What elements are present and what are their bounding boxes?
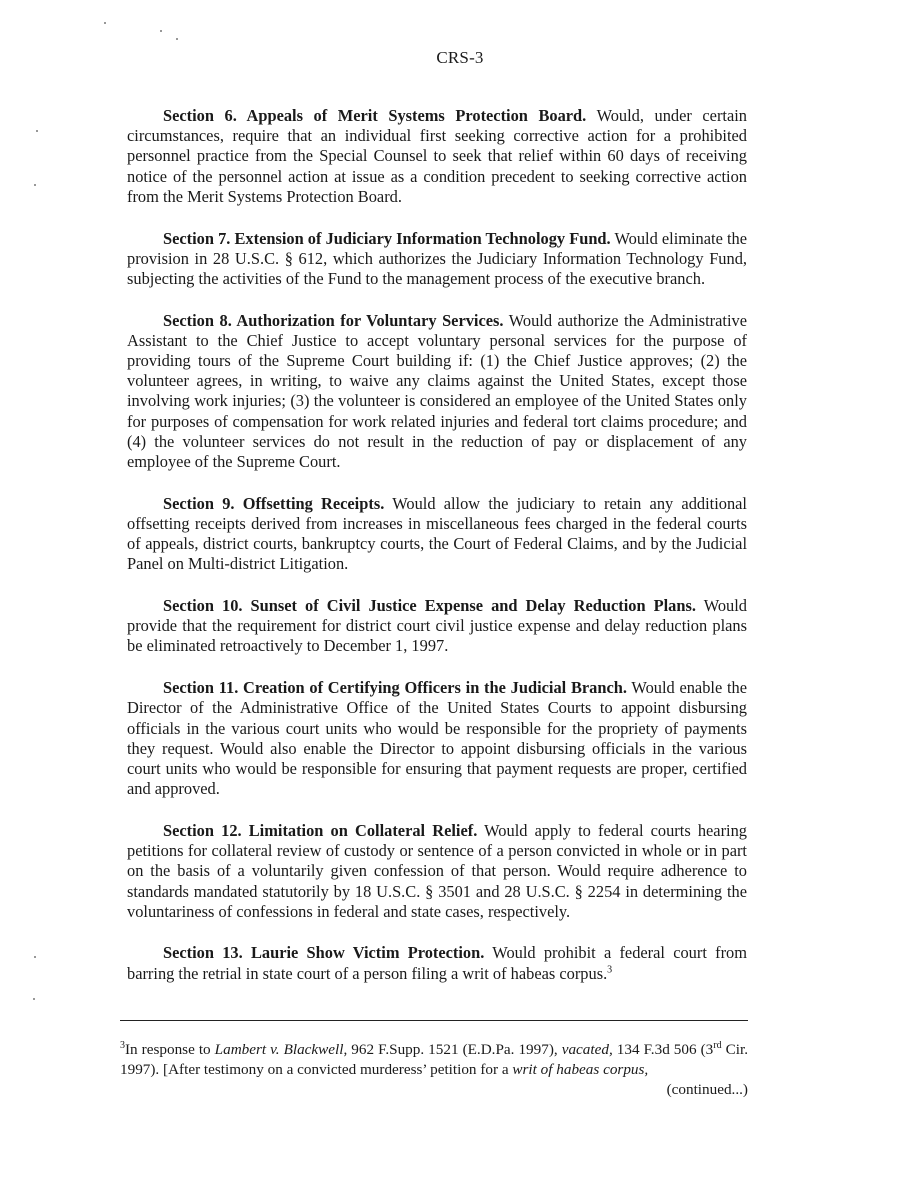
ordinal-suffix: rd — [713, 1039, 722, 1051]
section-title: Section 6. Appeals of Merit Systems Protection Board. — [163, 106, 587, 125]
scan-speck — [33, 998, 35, 1000]
citation-3: Cir. 1997). [After testimony on a convicted murderess’ petition for a — [120, 1041, 748, 1078]
section-13 — [127, 943, 747, 983]
footnote-reference: 3 — [607, 964, 613, 976]
section-body: Would allow the judiciary to retain any additional offsetting receipts derived from increases in miscellaneous fees charged in the federal courts of appeals, district courts, bankruptcy courts, the Court of Federal Claims, and by the Judicial Panel on Multi-district Litigation. — [127, 493, 747, 574]
section-title: Section 10. Sunset of Civil Justice Expense and Delay Reduction Plans. — [163, 596, 696, 616]
section-7 — [127, 229, 747, 290]
section-title: Section 11. Creation of Certifying Officers in the Judicial Branch. — [163, 678, 627, 698]
scan-speck — [160, 30, 162, 32]
footnote — [120, 1040, 748, 1099]
section-title: Section 13. Laurie Show Victim Protection. — [163, 943, 485, 963]
footnote-divider — [120, 1020, 748, 1021]
page-label: CRS-3 — [436, 48, 484, 67]
section-body: Would prohibit a federal court from barring the retrial in state court of a person filing a writ of habeas corpus. — [127, 943, 747, 983]
scan-speck — [34, 184, 36, 186]
footnote-marker: 3 — [120, 1039, 125, 1051]
section-6 — [127, 106, 747, 207]
continued-note: (continued...) — [666, 1080, 748, 1098]
section-body: Would authorize the Administrative Assistant to the Chief Justice to accept voluntary personal services for the purpose of providing tours of the Supreme Court building if: (1) the Chief Justice approves; (2) the volunteer agrees, in writing, to waive any claims against the United States, except those involving work injuries; (3) the volunteer is considered an employee of the United States only for purposes of compensation for work related injuries and federal tort claims procedure; and (4) the volunteer services do not result in the reduction of pay or displacement of any employee of the Supreme Court. — [127, 310, 747, 472]
section-title: Section 7. Extension of Judiciary Information Technology Fund. — [163, 228, 611, 248]
section-body: Would, under certain circumstances, require that an individual first seeking corrective action for a prohibited personnel practice from the Special Counsel to seek that relief within 60 days of receiving notice of the personnel action at issue as a condition precedent to seeking corrective action from the Merit Systems Protection Board. — [127, 106, 747, 206]
case-name: Lambert v. Blackwell — [214, 1041, 344, 1058]
vacated-label: vacated, — [561, 1041, 613, 1058]
writ-phrase: writ of habeas corpus, — [512, 1060, 649, 1078]
scan-speck — [34, 956, 36, 958]
section-10 — [127, 596, 747, 657]
citation-1: , 962 F.Supp. 1521 (E.D.Pa. 1997), — [343, 1041, 562, 1058]
section-8 — [127, 311, 747, 473]
section-body: Would enable the Director of the Administrative Office of the United States Courts to appoint disbursing officials in the various court units who would be responsible for the propriety of payments they request. Would also enable the Director to appoint disbursing officials in the various court units who would be responsible for ensuring that payment requests are proper, certified and approved. — [127, 678, 747, 799]
section-11 — [127, 678, 747, 799]
footnote-text — [120, 1040, 748, 1080]
section-title: Section 8. Authorization for Voluntary Services. — [163, 310, 504, 330]
section-title: Section 9. Offsetting Receipts. — [163, 493, 385, 513]
section-12 — [127, 821, 747, 922]
section-9 — [127, 494, 747, 575]
footnote-intro: In response to — [125, 1041, 215, 1058]
scan-speck — [36, 130, 38, 132]
scan-speck — [104, 22, 106, 24]
section-body: Would provide that the requirement for district court civil justice expense and delay reduction plans be eliminated retroactively to December 1, 1997. — [127, 596, 747, 656]
document-body — [127, 106, 747, 1005]
section-body: Would apply to federal courts hearing petitions for collateral review of custody or sentence of a person convicted in whole or in part on the basis of a voluntarily given confession of that person. Would require adherence to standards mandated statutorily by 18 U.S.C. § 3501 and 28 U.S.C. § 2254 in determining the voluntariness of confessions in federal and state cases, respectively. — [127, 820, 747, 921]
scan-speck — [176, 38, 178, 40]
section-body: Would eliminate the provision in 28 U.S.C. § 612, which authorizes the Judiciary Information Technology Fund, subjecting the activities of the Fund to the management process of the executive branch. — [127, 228, 747, 288]
citation-2: 134 F.3d 506 (3 — [612, 1041, 714, 1058]
section-title: Section 12. Limitation on Collateral Relief. — [163, 820, 478, 840]
